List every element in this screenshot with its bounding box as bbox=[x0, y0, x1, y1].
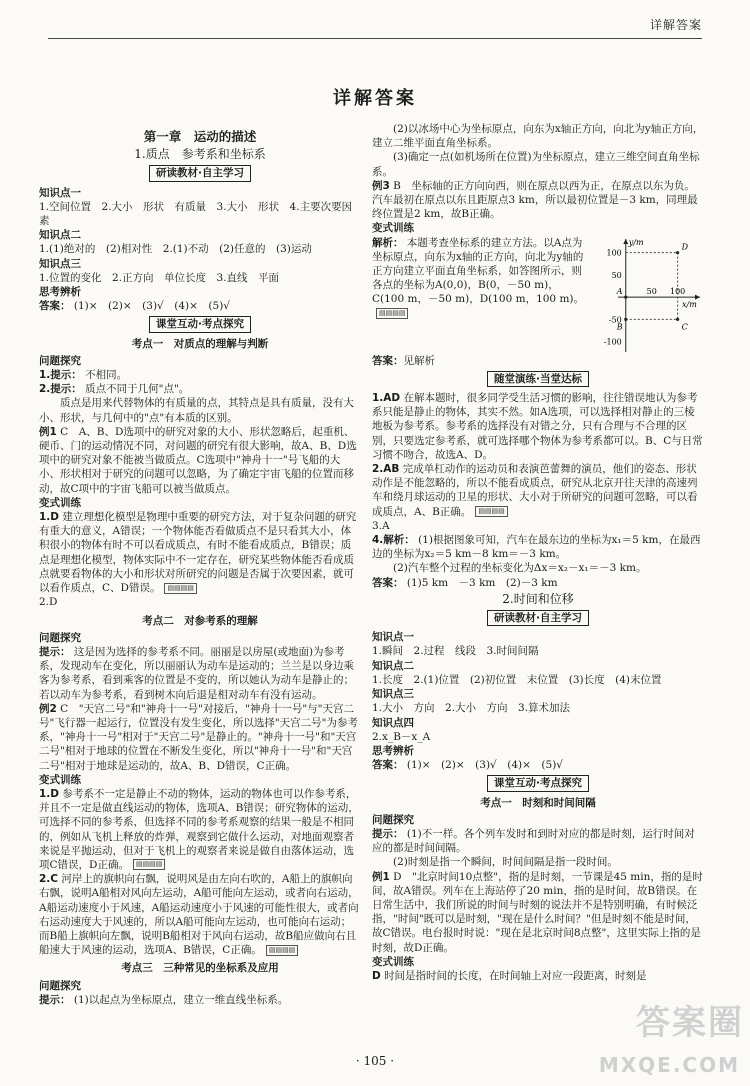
subheading: 知识点一 bbox=[372, 631, 414, 644]
item-text: 建立理想化模型是物理中重要的研究方法，对于复杂问题的研究有重大的意义，A错误；一个物体能否看做质点不是只看其大小，体积很小的物体有时不可以看成质点，有时不能看成质点，B错误；质点是理想化模型，物体实际中不一定存在，研究某些物体能否看成质点就要看物体的大小和形状对所研究的问题是否属于次要因素，就可以看作质点，C、D错误。 bbox=[39, 511, 357, 595]
subheading: 问题探究 bbox=[39, 979, 81, 992]
item-text: B 坐标轴的正方向向西，则在原点以西为正，在原点以东为负。汽车最初在原点以东且距原点3 km，所以最初位置是－3 km，同理最终位置是2 km，故B正确。 bbox=[372, 179, 698, 221]
item-label: 2.C bbox=[39, 873, 59, 886]
y-tick-label: -50 bbox=[608, 314, 622, 324]
labeled-paragraph bbox=[39, 510, 361, 595]
item-label: 2.AB bbox=[372, 463, 400, 476]
labeled-paragraph bbox=[39, 382, 361, 396]
subheading: 知识点三 bbox=[372, 688, 414, 701]
topic-heading: 考点二 对参考系的理解 bbox=[142, 614, 258, 627]
topic-heading: 考点一 时刻和时间间隔 bbox=[480, 796, 596, 809]
item-text: C A、B、D选项中的研究对象的大小、形状忽略后，起重机、硬币、门的运动情况不同，对问题的研究有很大影响，故A、B、D选项中的研究对象不能被当做质点。C选项中"神舟十一"号飞船的大小、形状相对于研究的问题可以忽略，为了确定宇宙飞船的位置而移动，故C项中的宇宙飞船可以被当做质点。 bbox=[39, 425, 357, 495]
paragraph: (2)汽车整个过程的坐标变化为Δx＝x₂－x₁＝－3 km。 bbox=[393, 562, 647, 575]
item-label: 答案： bbox=[39, 300, 71, 313]
item-text: 质点不同于几何"点"。 bbox=[85, 383, 190, 396]
item-text: 参考系不一定是静止不动的物体，运动的物体也可以作参考系，并且不一定是做直线运动的物体，选项A、B错误；研究物体的运动，可选择不同的参考系，但选择不同的参考系观察的结果一般是不相同的，例如从飞机上释放的炸弹，观察到它做什么运动，对地面观察者来说是平抛运动，但对于飞机上的观察者来说是做自由落体运动，选项C错误，D正确。 bbox=[39, 787, 359, 871]
chapter-heading: 第一章 运动的描述 bbox=[143, 129, 257, 144]
section-banner bbox=[39, 165, 361, 181]
section-banner bbox=[372, 371, 704, 387]
labeled-paragraph bbox=[39, 645, 361, 702]
section-banner-label: 研读教材·自主学习 bbox=[149, 165, 251, 181]
y-tick-label: 100 bbox=[606, 248, 622, 258]
running-header: 详解答案 bbox=[649, 18, 702, 32]
labeled-paragraph bbox=[39, 425, 361, 496]
item-text: (1)5 km －3 km (2)－3 km bbox=[406, 576, 558, 589]
paragraph: 2.x_B－x_A bbox=[372, 730, 431, 743]
item-label: 1.提示： bbox=[39, 369, 82, 382]
item-text: (1)× (2)× (3)√ (4)× (5)√ bbox=[73, 300, 230, 313]
section-banner-label: 研读教材·自主学习 bbox=[487, 610, 589, 626]
watermark-url: MXQE.COM bbox=[598, 1053, 740, 1077]
item-text: 本题考查坐标系的建立方法。以A点为坐标原点，向东为x轴的正方向，向北为y轴的正方向建立平面直角坐标系，如答图所示，则各点的坐标为A(0,0)，B(0，－50 m)，C(100 m，－50 m)，D(100 m，100 m)。 bbox=[372, 236, 584, 306]
labeled-paragraph bbox=[372, 969, 704, 983]
subheading: 知识点二 bbox=[39, 229, 81, 242]
item-label: D bbox=[372, 969, 381, 982]
labeled-paragraph bbox=[372, 462, 704, 519]
subheading: 变式训练 bbox=[372, 955, 414, 968]
right-column-bottom bbox=[372, 371, 704, 983]
item-label: 例1 bbox=[372, 870, 390, 883]
subheading: 思考辨析 bbox=[39, 286, 81, 299]
solution-answer: 答案：见解析 bbox=[372, 354, 435, 367]
labeled-paragraph bbox=[39, 993, 361, 1007]
item-label: 1.AD bbox=[372, 392, 401, 405]
item-text: (1)× (2)× (3)√ (4)× (5)√ bbox=[406, 759, 563, 772]
y-tick-label: 50 bbox=[611, 270, 622, 280]
subheading: 知识点三 bbox=[39, 257, 81, 270]
labeled-paragraph bbox=[372, 179, 704, 222]
right-column bbox=[372, 122, 704, 1042]
section-banner-label: 课堂互动·考点探究 bbox=[487, 775, 589, 791]
qr-stamp-icon: ▤▤▤▤ bbox=[266, 945, 298, 956]
page-title: 详解答案 bbox=[333, 88, 417, 109]
section-banner-label: 随堂演练·当堂达标 bbox=[487, 371, 589, 387]
point-d bbox=[676, 251, 679, 254]
item-label: 提示： bbox=[372, 827, 404, 840]
qr-stamp-icon: ▤▤▤▤ bbox=[133, 859, 165, 870]
qr-stamp-icon: ▤▤▤▤ bbox=[164, 583, 196, 594]
watermark-logo: 答案圈 bbox=[636, 1003, 744, 1043]
qr-stamp-icon: ▤▤▤▤ bbox=[376, 308, 408, 319]
point-b bbox=[624, 317, 627, 320]
item-label: 1.D bbox=[39, 787, 60, 800]
x-tick-label: 50 bbox=[646, 286, 657, 296]
item-text: (1)以起点为坐标原点，建立一维直线坐标系。 bbox=[73, 993, 289, 1006]
paragraph: (2)时刻是指一个瞬间，时间间隔是指一段时间。 bbox=[393, 856, 618, 869]
y-tick-label: -100 bbox=[603, 337, 622, 347]
item-label: 例3 bbox=[372, 179, 390, 192]
subheading: 知识点四 bbox=[372, 716, 414, 729]
labeled-paragraph bbox=[372, 827, 704, 855]
subheading: 问题探究 bbox=[372, 813, 414, 826]
paragraph: 1.大小 方向 2.大小 方向 3.算术加法 bbox=[372, 702, 571, 715]
labeled-paragraph bbox=[372, 391, 704, 462]
right-column-top bbox=[372, 122, 704, 236]
paragraph: 质点是用来代替物体的有质量的点，其特点是具有质量，没有大小、形状，与几何中的"点"有本质的区别。 bbox=[39, 397, 354, 424]
coordinate-graph bbox=[592, 236, 704, 354]
point-label-b: B bbox=[616, 321, 623, 331]
section-banner bbox=[372, 610, 704, 626]
paragraph: 1.位置的变化 2.正方向 单位长度 3.直线 平面 bbox=[39, 271, 280, 284]
point-label-a: A bbox=[616, 286, 623, 296]
item-text: 完成单杠动作的运动员和表演芭蕾舞的演员，他们的姿态、形状动作是不能忽略的，所以不能看成质点，研究从北京开往天津的高速列车和绕月球运动的卫星的形状、大小对于所研究的问题可忽略，可以看成质点，A、B正确。 bbox=[372, 463, 698, 518]
labeled-paragraph bbox=[39, 787, 361, 872]
topic-heading: 考点三 三种常见的坐标系及应用 bbox=[121, 962, 279, 975]
labeled-paragraph bbox=[39, 368, 361, 382]
labeled-paragraph bbox=[39, 299, 361, 313]
item-text: 时间是指时间的长度，在时间轴上对应一段距离，时刻是 bbox=[384, 969, 647, 982]
labeled-paragraph bbox=[372, 533, 704, 561]
point-c bbox=[676, 317, 679, 320]
item-label: 1.D bbox=[39, 511, 60, 524]
point-label-c: C bbox=[681, 321, 688, 331]
subheading: 变式训练 bbox=[372, 222, 414, 235]
header-rule bbox=[48, 38, 702, 39]
item-label: 2.提示： bbox=[39, 383, 82, 396]
paragraph: (2)以冰场中心为坐标原点，向东为x轴正方向，向北为y轴正方向，建立二维平面直角坐标系。 bbox=[372, 123, 704, 150]
paragraph: 1.(1)绝对的 (2)相对性 2.(1)不动 (2)任意的 (3)运动 bbox=[39, 243, 312, 256]
item-label: 答案： bbox=[372, 759, 404, 772]
item-text: 不相同。 bbox=[85, 369, 128, 382]
subheading: 知识点一 bbox=[39, 186, 81, 199]
item-text: D "北京时间10点整"，指的是时刻，一节课是45 min，指的是时间，故A错误。列车在上海站停了20 min，指的是时间，故B错误。在日常生活中，我们所说的时间与时刻的说法并不是特别明确，有时候泛指，"时间"既可以是时刻，"现在是什么时间？"但是时刻不能是时间，故C错误。电台报时时说："现在是北京时间8点整"，这里实际上指的是时刻，故D正确。 bbox=[372, 870, 703, 954]
paragraph: 3.A bbox=[372, 519, 390, 532]
section-heading: 2.时间和位移 bbox=[502, 591, 574, 606]
labeled-paragraph bbox=[372, 758, 704, 772]
paragraph: 1.长度 2.(1)位置 (2)初位置 末位置 (3)长度 (4)末位置 bbox=[372, 673, 662, 686]
left-column bbox=[39, 128, 361, 1048]
labeled-paragraph bbox=[372, 870, 704, 955]
item-label: 例2 bbox=[39, 702, 57, 715]
labeled-paragraph bbox=[39, 702, 361, 773]
variant-training-solution bbox=[372, 236, 704, 354]
topic-heading: 考点一 对质点的理解与判断 bbox=[131, 337, 269, 350]
section-heading: 1.质点 参考系和坐标系 bbox=[134, 147, 266, 162]
item-label: 提示： bbox=[39, 645, 71, 658]
item-text: 这是因为选择的参考系不同。丽丽是以房屋(或地面)为参考系，发现动车在变化，所以丽丽认为动车是运动的；兰兰是以身边乘客为参考系，看到乘客的位置是不变的，所以她认为动车是静止的；若以动车为参考系，看到树木向后退是相对动车有没有运动。 bbox=[39, 645, 354, 701]
subheading: 思考辨析 bbox=[372, 744, 414, 757]
item-label: 提示： bbox=[39, 993, 71, 1006]
x-tick-label: 100 bbox=[669, 286, 686, 296]
point-label-d: D bbox=[681, 242, 689, 252]
labeled-paragraph bbox=[39, 872, 361, 957]
paragraph: 1.空间位置 2.大小 形状 有质量 3.大小 形状 4.主要次要因素 bbox=[39, 200, 353, 228]
solution-text bbox=[372, 236, 590, 354]
subheading: 问题探究 bbox=[39, 631, 81, 644]
qr-stamp-icon: ▤▤▤▤ bbox=[475, 506, 507, 517]
paragraph: 1.瞬间 2.过程 线段 3.时间间隔 bbox=[372, 645, 539, 658]
paragraph: (3)确定一点(如机场所在位置)为坐标原点，建立三维空间直角坐标系。 bbox=[372, 151, 700, 178]
item-text: 在解本题时，很多同学受生活习惯的影响，往往错误地认为参考系只能是静止的物体，其实不然。如A选项，可以选择相对静止的三棱地板为参考系。参考系的选择没有对错之分，只有合理与不合理的区别，只要选定参考系，就可选择哪个物体为参考系都可以。B、C与日常习惯不吻合，故选A、D。 bbox=[372, 392, 703, 461]
page-number: · 105 · bbox=[355, 1054, 395, 1068]
item-label: 4.解析： bbox=[372, 534, 415, 547]
item-label: 例1 bbox=[39, 425, 57, 438]
subheading: 问题探究 bbox=[39, 354, 81, 367]
item-label: 答案： bbox=[372, 576, 404, 589]
item-label: 解析： bbox=[372, 236, 404, 249]
y-axis-arrow-icon bbox=[623, 239, 628, 244]
labeled-paragraph bbox=[372, 576, 704, 590]
item-text: C "天宫二号"和"神舟十一号"对接后，"神舟十一号"与"天宫二号"飞行器一起运行，位置没有发生变化，所以选择"天宫二号"为参考系，"神舟十一号"相对于"天宫二号"是静止的。"神舟十一号"和"天宫二号"相对于地球的位置在不断发生变化，所以"神舟十一号"和"天宫二号"相对于地球是运动的，故A、B、D错误，C正确。 bbox=[39, 702, 358, 772]
x-axis-arrow-icon bbox=[695, 294, 700, 299]
section-banner-label: 课堂互动·考点探究 bbox=[149, 316, 251, 332]
point-a bbox=[624, 295, 627, 298]
item-text: (1)根据图象可知，汽车在最东边的坐标为x₁＝5 km，在最西边的坐标为x₂＝5 km－8 km＝－3 km。 bbox=[372, 534, 701, 561]
paragraph: 2.D bbox=[39, 596, 58, 609]
section-banner bbox=[372, 775, 704, 791]
section-banner bbox=[39, 316, 361, 332]
item-text: (1)不一样。各个列车发时和到时对应的都是时刻，运行时间对应的都是时间间隔。 bbox=[372, 827, 695, 855]
subheading: 变式训练 bbox=[39, 496, 81, 509]
x-axis-label: x/m bbox=[682, 299, 697, 309]
subheading: 知识点二 bbox=[372, 659, 414, 672]
item-text: 河岸上的旗帜向右飘，说明风是由左向右吹的，A船上的旗帜向右飘，说明A船相对风向左运动，A船可能向左运动，或者向右运动，A船运动速度小于风速，A船运动速度小于风速的可能性很大，或者向右运动速度大于风速的，所以A船可能向左运动，也可能向右运动；而B船上旗帜向左飘，说明B船相对于风向右运动，故B船应做向右且船速大于风速的运动，选项A、B错误，C正确。 bbox=[39, 873, 359, 957]
subheading: 变式训练 bbox=[39, 773, 81, 786]
labeled-paragraph bbox=[372, 236, 590, 321]
y-axis-label: y/m bbox=[628, 237, 644, 247]
